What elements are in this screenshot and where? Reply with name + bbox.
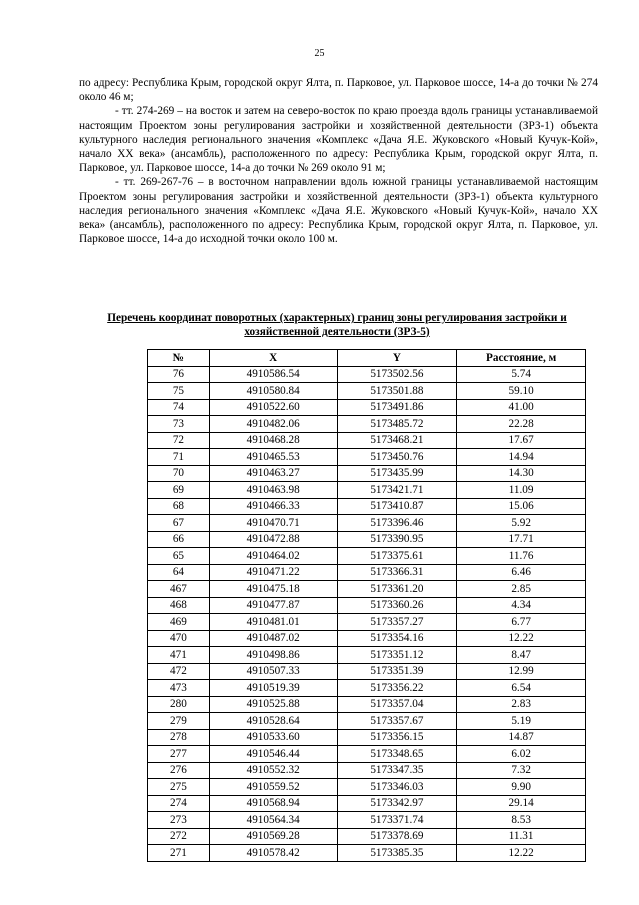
paragraph-1: по адресу: Республика Крым, городской округ Ялта, п. Парковое, ул. Парковое шоссе, 14-а до точки № 274 около 46 м; [79, 77, 598, 104]
y-coordinate-cell: 5173485.72 [337, 416, 457, 433]
paragraph-3: - тт. 269-267-76 – в восточном направлении вдоль южной границы устанавливаемой настоящим Проектом зоны регулирования застройки и хозяйственной деятельности (ЗРЗ-1) объекта культурного наследия регионального значения «Комплекс «Дача Я.Е. Жуковского «Новый Кучук-Кой», начало ХХ века» (ансамбль), расположенного по адресу: Республика Крым, городской округ Ялта, п. Парковое, ул. Парковое шоссе, 14-а до исходной точки около 100 м. [79, 176, 598, 246]
point-number-cell: 468 [148, 597, 210, 614]
table-row [148, 762, 586, 779]
x-coordinate-cell: 4910481.01 [209, 614, 337, 631]
point-number-cell: 271 [148, 845, 210, 862]
distance-cell: 12.22 [457, 845, 586, 862]
y-coordinate-cell: 5173360.26 [337, 597, 457, 614]
table-row [148, 746, 586, 763]
x-coordinate-cell: 4910586.54 [209, 366, 337, 383]
table-row [148, 680, 586, 697]
y-coordinate-cell: 5173450.76 [337, 449, 457, 466]
distance-cell: 15.06 [457, 498, 586, 515]
x-coordinate-cell: 4910578.42 [209, 845, 337, 862]
x-coordinate-cell: 4910475.18 [209, 581, 337, 598]
x-coordinate-cell: 4910533.60 [209, 729, 337, 746]
table-row [148, 663, 586, 680]
column-header-number: № [148, 350, 210, 367]
point-number-cell: 467 [148, 581, 210, 598]
x-coordinate-cell: 4910477.87 [209, 597, 337, 614]
x-coordinate-cell: 4910564.34 [209, 812, 337, 829]
y-coordinate-cell: 5173357.67 [337, 713, 457, 730]
distance-cell: 6.54 [457, 680, 586, 697]
point-number-cell: 66 [148, 531, 210, 548]
paragraph-2: - тт. 274-269 – на восток и затем на северо-восток по краю проезда вдоль границы устанавливаемой настоящим Проектом зоны регулирования застройки и хозяйственной деятельности (ЗРЗ-1) объекта культурного наследия регионального значения «Комплекс «Дача Я.Е. Жуковского «Новый Кучук-Кой», начало ХХ века» (ансамбль), расположенного по адресу: Республика Крым, городской округ Ялта, п. Парковое, ул. Парковое шоссе, 14-а до точки № 269 около 91 м; [79, 105, 598, 175]
table-row [148, 828, 586, 845]
point-number-cell: 70 [148, 465, 210, 482]
point-number-cell: 471 [148, 647, 210, 664]
table-row [148, 696, 586, 713]
point-number-cell: 276 [148, 762, 210, 779]
table-row [148, 383, 586, 400]
table-row [148, 531, 586, 548]
x-coordinate-cell: 4910468.28 [209, 432, 337, 449]
y-coordinate-cell: 5173366.31 [337, 564, 457, 581]
x-coordinate-cell: 4910522.60 [209, 399, 337, 416]
point-number-cell: 273 [148, 812, 210, 829]
point-number-cell: 73 [148, 416, 210, 433]
y-coordinate-cell: 5173421.71 [337, 482, 457, 499]
distance-cell: 4.34 [457, 597, 586, 614]
point-number-cell: 75 [148, 383, 210, 400]
y-coordinate-cell: 5173354.16 [337, 630, 457, 647]
distance-cell: 7.32 [457, 762, 586, 779]
distance-cell: 59.10 [457, 383, 586, 400]
table-row [148, 515, 586, 532]
distance-cell: 6.46 [457, 564, 586, 581]
distance-cell: 5.74 [457, 366, 586, 383]
x-coordinate-cell: 4910472.88 [209, 531, 337, 548]
distance-cell: 5.19 [457, 713, 586, 730]
point-number-cell: 76 [148, 366, 210, 383]
table-row [148, 399, 586, 416]
y-coordinate-cell: 5173468.21 [337, 432, 457, 449]
point-number-cell: 277 [148, 746, 210, 763]
y-coordinate-cell: 5173361.20 [337, 581, 457, 598]
x-coordinate-cell: 4910463.98 [209, 482, 337, 499]
body-text [79, 76, 598, 246]
distance-cell: 14.87 [457, 729, 586, 746]
table-header-row [148, 350, 586, 367]
x-coordinate-cell: 4910580.84 [209, 383, 337, 400]
table-row [148, 498, 586, 515]
y-coordinate-cell: 5173356.15 [337, 729, 457, 746]
table-row [148, 482, 586, 499]
table-row [148, 795, 586, 812]
x-coordinate-cell: 4910464.02 [209, 548, 337, 565]
distance-cell: 8.47 [457, 647, 586, 664]
point-number-cell: 470 [148, 630, 210, 647]
x-coordinate-cell: 4910525.88 [209, 696, 337, 713]
distance-cell: 41.00 [457, 399, 586, 416]
distance-cell: 17.67 [457, 432, 586, 449]
distance-cell: 6.02 [457, 746, 586, 763]
x-coordinate-cell: 4910519.39 [209, 680, 337, 697]
point-number-cell: 469 [148, 614, 210, 631]
point-number-cell: 280 [148, 696, 210, 713]
table-row [148, 845, 586, 862]
column-header-y: Y [337, 350, 457, 367]
y-coordinate-cell: 5173410.87 [337, 498, 457, 515]
distance-cell: 5.92 [457, 515, 586, 532]
y-coordinate-cell: 5173351.12 [337, 647, 457, 664]
distance-cell: 11.31 [457, 828, 586, 845]
table-row [148, 465, 586, 482]
point-number-cell: 272 [148, 828, 210, 845]
y-coordinate-cell: 5173356.22 [337, 680, 457, 697]
page-number: 25 [314, 48, 325, 59]
distance-cell: 2.85 [457, 581, 586, 598]
point-number-cell: 274 [148, 795, 210, 812]
point-number-cell: 275 [148, 779, 210, 796]
point-number-cell: 65 [148, 548, 210, 565]
distance-cell: 2.83 [457, 696, 586, 713]
x-coordinate-cell: 4910568.94 [209, 795, 337, 812]
x-coordinate-cell: 4910465.53 [209, 449, 337, 466]
y-coordinate-cell: 5173501.88 [337, 383, 457, 400]
x-coordinate-cell: 4910466.33 [209, 498, 337, 515]
distance-cell: 29.14 [457, 795, 586, 812]
x-coordinate-cell: 4910470.71 [209, 515, 337, 532]
table-row [148, 614, 586, 631]
table-row [148, 729, 586, 746]
table-row [148, 647, 586, 664]
table-row [148, 432, 586, 449]
table-row [148, 630, 586, 647]
y-coordinate-cell: 5173342.97 [337, 795, 457, 812]
distance-cell: 11.09 [457, 482, 586, 499]
column-header-x: X [209, 350, 337, 367]
distance-cell: 14.94 [457, 449, 586, 466]
x-coordinate-cell: 4910569.28 [209, 828, 337, 845]
x-coordinate-cell: 4910528.64 [209, 713, 337, 730]
table-body [148, 366, 586, 861]
point-number-cell: 69 [148, 482, 210, 499]
y-coordinate-cell: 5173351.39 [337, 663, 457, 680]
table-row [148, 581, 586, 598]
distance-cell: 12.99 [457, 663, 586, 680]
y-coordinate-cell: 5173357.27 [337, 614, 457, 631]
point-number-cell: 278 [148, 729, 210, 746]
x-coordinate-cell: 4910482.06 [209, 416, 337, 433]
y-coordinate-cell: 5173347.35 [337, 762, 457, 779]
point-number-cell: 68 [148, 498, 210, 515]
distance-cell: 14.30 [457, 465, 586, 482]
column-header-distance: Расстояние, м [457, 350, 586, 367]
point-number-cell: 472 [148, 663, 210, 680]
y-coordinate-cell: 5173375.61 [337, 548, 457, 565]
distance-cell: 12.22 [457, 630, 586, 647]
y-coordinate-cell: 5173435.99 [337, 465, 457, 482]
x-coordinate-cell: 4910552.32 [209, 762, 337, 779]
table-heading: Перечень координат поворотных (характерных) границ зоны регулирования застройки и хозяйственной деятельности (ЗРЗ-5) [107, 312, 567, 338]
table-row [148, 366, 586, 383]
y-coordinate-cell: 5173491.86 [337, 399, 457, 416]
y-coordinate-cell: 5173390.95 [337, 531, 457, 548]
x-coordinate-cell: 4910487.02 [209, 630, 337, 647]
table-row [148, 713, 586, 730]
distance-cell: 22.28 [457, 416, 586, 433]
x-coordinate-cell: 4910546.44 [209, 746, 337, 763]
coordinates-table [147, 349, 586, 862]
table-row [148, 564, 586, 581]
table-row [148, 548, 586, 565]
table-row [148, 779, 586, 796]
y-coordinate-cell: 5173348.65 [337, 746, 457, 763]
x-coordinate-cell: 4910471.22 [209, 564, 337, 581]
table-row [148, 597, 586, 614]
distance-cell: 17.71 [457, 531, 586, 548]
table-row [148, 449, 586, 466]
x-coordinate-cell: 4910507.33 [209, 663, 337, 680]
point-number-cell: 473 [148, 680, 210, 697]
point-number-cell: 279 [148, 713, 210, 730]
point-number-cell: 72 [148, 432, 210, 449]
x-coordinate-cell: 4910498.86 [209, 647, 337, 664]
distance-cell: 6.77 [457, 614, 586, 631]
y-coordinate-cell: 5173378.69 [337, 828, 457, 845]
distance-cell: 9.90 [457, 779, 586, 796]
y-coordinate-cell: 5173346.03 [337, 779, 457, 796]
table-row [148, 416, 586, 433]
point-number-cell: 74 [148, 399, 210, 416]
distance-cell: 8.53 [457, 812, 586, 829]
point-number-cell: 67 [148, 515, 210, 532]
distance-cell: 11.76 [457, 548, 586, 565]
y-coordinate-cell: 5173385.35 [337, 845, 457, 862]
point-number-cell: 71 [148, 449, 210, 466]
y-coordinate-cell: 5173357.04 [337, 696, 457, 713]
point-number-cell: 64 [148, 564, 210, 581]
y-coordinate-cell: 5173502.56 [337, 366, 457, 383]
x-coordinate-cell: 4910559.52 [209, 779, 337, 796]
y-coordinate-cell: 5173396.46 [337, 515, 457, 532]
y-coordinate-cell: 5173371.74 [337, 812, 457, 829]
x-coordinate-cell: 4910463.27 [209, 465, 337, 482]
table-row [148, 812, 586, 829]
